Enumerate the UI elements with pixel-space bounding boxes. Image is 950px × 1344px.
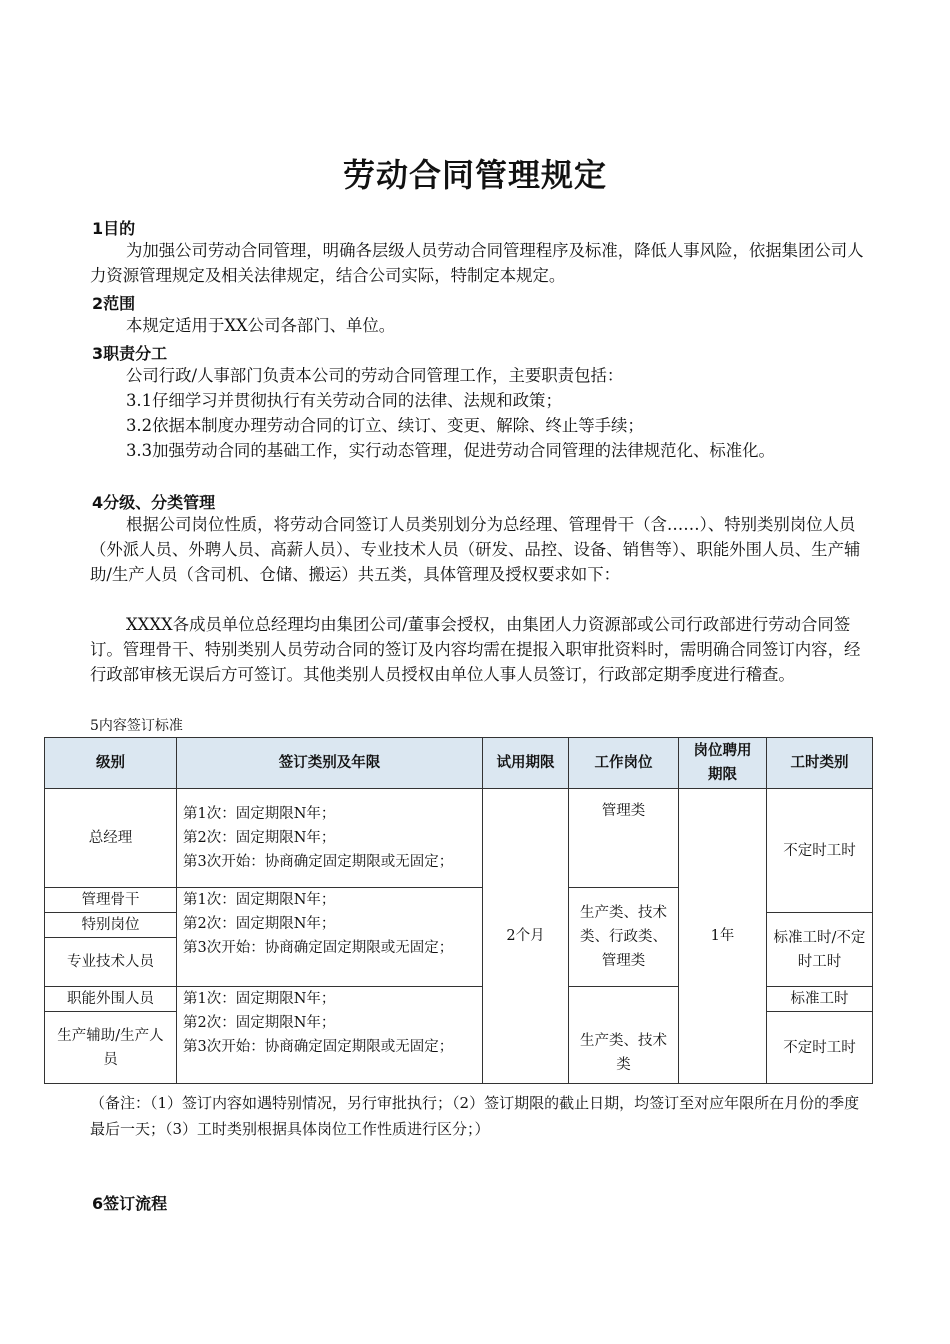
level-cell: 职能外围人员 xyxy=(45,987,177,1012)
terms-line-3: 第3次开始：协商确定固定期限或无固定； xyxy=(183,854,454,870)
terms-line-2: 第2次：固定期限N年； xyxy=(183,916,336,932)
terms-cell xyxy=(177,888,483,987)
table-row xyxy=(45,789,873,888)
terms-line-3: 第3次开始：协商确定固定期限或无固定； xyxy=(183,1039,454,1055)
section-4-paragraph-1: 根据公司岗位性质，将劳动合同签订人员类别划分为总经理、管理骨干（含……）、特别类别岗位人员（外派人员、外聘人员、高薪人员）、专业技术人员（研发、品控、设备、销售等）、职能外围人员、生产辅助/生产人员（含司机、仓储、搬运）共五类，具体管理及授权要求如下： xyxy=(90,515,861,584)
section-1-heading: 1目的 xyxy=(92,219,136,238)
section-3-item-3: 3.3加强劳动合同的基础工作，实行动态管理，促进劳动合同管理的法律规范化、标准化。 xyxy=(126,441,775,460)
section-4-paragraph-2: XXXX各成员单位总经理均由集团公司/董事会授权，由集团人力资源部或公司行政部进行劳动合同签订。管理骨干、特别类别人员劳动合同的签订及内容均需在提报入职审批资料时，需明确合同签订内容，经行政部审核无误后方可签订。其他类别人员授权由单位人事人员签订，行政部定期季度进行稽查。 xyxy=(90,615,861,684)
header-position: 工作岗位 xyxy=(569,738,679,789)
section-3-item-2: 3.2依据本制度办理劳动合同的订立、续订、变更、解除、终止等手续； xyxy=(126,416,644,435)
terms-line-3: 第3次开始：协商确定固定期限或无固定； xyxy=(183,940,454,956)
header-work-hours: 工时类别 xyxy=(767,738,873,789)
terms-line-1: 第1次：固定期限N年； xyxy=(183,892,336,908)
position-cell: 管理类 xyxy=(569,789,679,888)
terms-line-1: 第1次：固定期限N年； xyxy=(183,806,336,822)
terms-line-2: 第2次：固定期限N年； xyxy=(183,830,336,846)
header-probation: 试用期限 xyxy=(483,738,569,789)
table-note: （备注：（1）签订内容如遇特别情况，另行审批执行；（2）签订期限的截止日期，均签订至对应年限所在月份的季度最后一天；（3）工时类别根据具体岗位工作性质进行区分；） xyxy=(90,1094,860,1138)
section-3-intro: 公司行政/人事部门负责本公司的劳动合同管理工作，主要职责包括： xyxy=(126,366,624,385)
section-2-text: 本规定适用于XX公司各部门、单位。 xyxy=(126,316,396,335)
section-3-heading: 3职责分工 xyxy=(92,344,168,363)
employment-term-cell: 1年 xyxy=(679,789,767,1084)
level-cell: 专业技术人员 xyxy=(45,938,177,987)
work-hours-cell: 不定时工时 xyxy=(767,789,873,913)
section-1-text: 为加强公司劳动合同管理，明确各层级人员劳动合同管理程序及标准，降低人事风险，依据集团公司人力资源管理规定及相关法律规定，结合公司实际，特制定本规定。 xyxy=(90,241,864,285)
position-cell: 生产类、技术类 xyxy=(569,987,679,1084)
header-level: 级别 xyxy=(45,738,177,789)
contract-standards-table xyxy=(44,737,873,1084)
table-header-row xyxy=(45,738,873,789)
header-employment-term: 岗位聘用期限 xyxy=(679,738,767,789)
terms-cell xyxy=(177,789,483,888)
section-4-heading: 4分级、分类管理 xyxy=(92,493,216,512)
terms-line-2: 第2次：固定期限N年； xyxy=(183,1015,336,1031)
work-hours-cell: 标准工时/不定时工时 xyxy=(767,913,873,987)
section-5-heading: 5内容签订标准 xyxy=(90,718,183,734)
section-2-heading: 2范围 xyxy=(92,294,136,313)
terms-cell xyxy=(177,987,483,1084)
work-hours-cell: 不定时工时 xyxy=(767,1012,873,1084)
terms-line-1: 第1次：固定期限N年； xyxy=(183,991,336,1007)
level-cell: 总经理 xyxy=(45,789,177,888)
header-terms: 签订类别及年限 xyxy=(177,738,483,789)
section-3-item-1: 3.1仔细学习并贯彻执行有关劳动合同的法律、法规和政策； xyxy=(126,391,562,410)
probation-cell: 2个月 xyxy=(483,789,569,1084)
level-cell: 特别岗位 xyxy=(45,913,177,938)
level-cell: 管理骨干 xyxy=(45,888,177,913)
position-cell: 生产类、技术类、行政类、管理类 xyxy=(569,888,679,987)
section-6-heading: 6签订流程 xyxy=(92,1194,168,1213)
document-title: 劳动合同管理规定 xyxy=(342,156,607,194)
work-hours-cell: 标准工时 xyxy=(767,987,873,1012)
level-cell: 生产辅助/生产人员 xyxy=(45,1012,177,1084)
